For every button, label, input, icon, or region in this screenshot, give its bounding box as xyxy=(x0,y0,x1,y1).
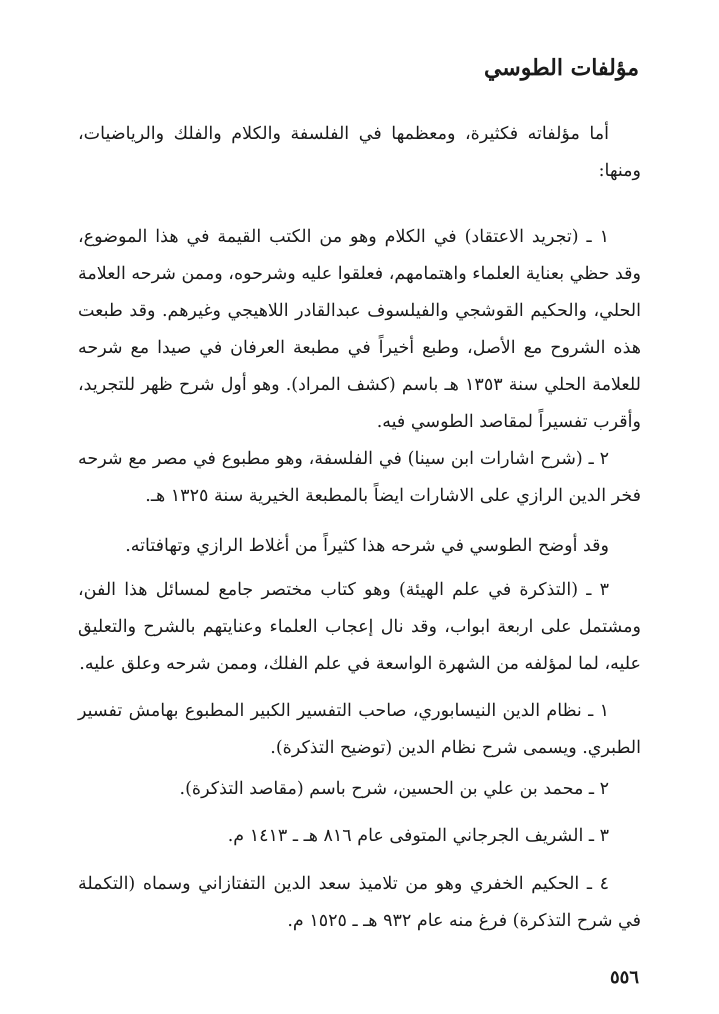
intro-paragraph: أما مؤلفاته فكثيرة، ومعظمها في الفلسفة والكلام والفلك والرياضيات، ومنها: xyxy=(78,124,641,181)
section-heading: مؤلفات الطوسي xyxy=(483,55,639,81)
commentator-item-1: ١ ـ نظام الدين النيسابوري، صاحب التفسير الكبير المطبوع بهامش تفسير الطبري. ويسمى شرح نظام الدين (توضيح التذكرة). xyxy=(78,701,641,758)
commentator-item-2: ٢ ـ محمد بن علي بن الحسين، شرح باسم (مقاصد التذكرة). xyxy=(179,779,609,799)
commentator-item-4: ٤ ـ الحكيم الخفري وهو من تلاميذ سعد الدين التفتازاني وسماه (التكملة في شرح التذكرة) فرغ منه عام ٩٣٢ هـ ـ ١٥٢٥ م. xyxy=(78,874,641,931)
work-item-isharat: ٢ ـ (شرح اشارات ابن سينا) في الفلسفة، وهو مطبوع في مصر مع شرحه فخر الدين الرازي على الاشارات ايضاً بالمطبعة الخيرية سنة ١٣٢٥ هـ. xyxy=(78,449,641,506)
work-item-tajrid: ١ ـ (تجريد الاعتقاد) في الكلام وهو من الكتب القيمة في هذا الموضوع، وقد حظي بعناية العلماء واهتمامهم، فعلقوا عليه وشرحوه، وممن شرحه العلامة الحلي، والحكيم القوشجي والفيلسوف عبدالقادر اللاهيجي وغيرهم. وقد طبعت هذه الشروح مع الأصل، وطبع أخيراً في مطبعة العرفان في صيدا مع شرحه للعلامة الحلي سنة ١٣٥٣ هـ باسم (كشف المراد). وهو أول شرح ظهر للتجريد، وأقرب تفسيراً لمقاصد الطوسي فيه. xyxy=(78,227,641,432)
commentator-item-3: ٣ ـ الشريف الجرجاني المتوفى عام ٨١٦ هـ ـ ١٤١٣ م. xyxy=(227,826,609,846)
work-item-tadhkira: ٣ ـ (التذكرة في علم الهيئة) وهو كتاب مختصر جامع لمسائل هذا الفن، ومشتمل على اربعة ابواب، وقد نال إعجاب العلماء وعنايتهم بالشرح والتعليق عليه، لما لمؤلفه من الشهرة الواسعة في علم الفلك، وممن شرحه وعلق عليه. xyxy=(78,580,641,674)
isharat-note: وقد أوضح الطوسي في شرحه هذا كثيراً من أغلاط الرازي وتهافتاته. xyxy=(125,536,609,556)
page-number: ٥٥٦ xyxy=(609,967,639,988)
